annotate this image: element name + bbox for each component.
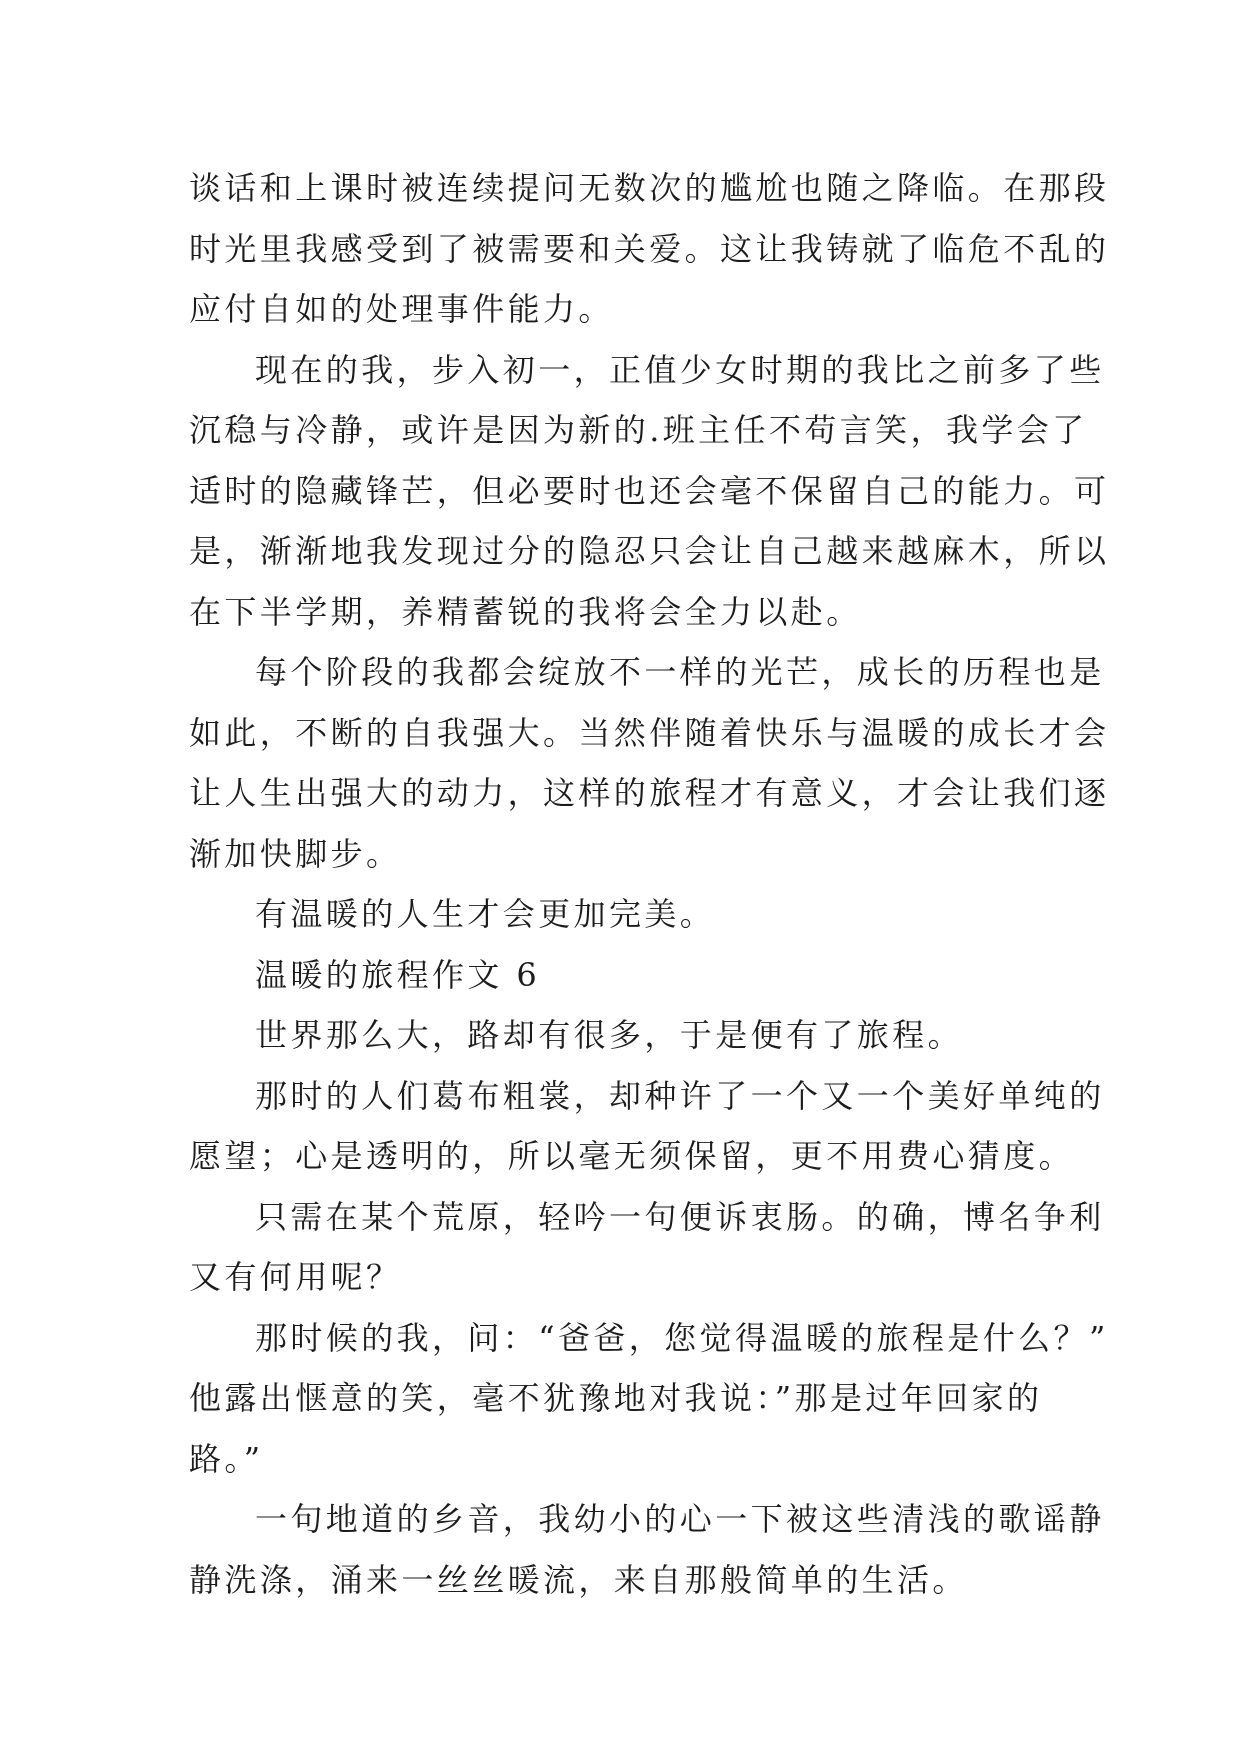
text-line: 世界那么大，路却有很多，于是便有了旅程。 — [255, 1016, 964, 1054]
text-line: 那时的人们葛布粗裳，却种许了一个又一个美好单纯的 — [255, 1076, 1105, 1115]
text-line: 愿望；心是透明的，所以毫无须保留，更不用费心猜度。 — [189, 1137, 1075, 1175]
text-line: 在下半学期，养精蓄锐的我将会全力以赴。 — [189, 592, 862, 631]
text-line: 是，渐渐地我发现过分的隐忍只会让自己越来越麻木，所以 — [189, 532, 1110, 570]
text-line: 他露出惬意的笑，毫不犹豫地对我说：”那是过年回家的 — [189, 1379, 1043, 1417]
text-line: 温暖的旅程作文 6 — [255, 955, 541, 994]
text-line: 适时的隐藏锋芒，但必要时也还会毫不保留自己的能力。可 — [189, 471, 1110, 510]
text-line: 如此，不断的自我强大。当然伴随着快乐与温暖的成长才会 — [189, 713, 1110, 752]
text-line: 现在的我，步入初一，正值少女时期的我比之前多了些 — [255, 350, 1105, 389]
text-line: 一句地道的乡音，我幼小的心一下被这些清浅的歌谣静 — [255, 1500, 1105, 1538]
text-line: 每个阶段的我都会绽放不一样的光芒，成长的历程也是 — [255, 653, 1105, 691]
text-line: 那时候的我，问：“爸爸，您觉得温暖的旅程是什么？” — [255, 1318, 1109, 1357]
text-line: 路。” — [189, 1439, 264, 1478]
text-line: 只需在某个荒原，轻吟一句便诉衷肠。的确，博名争利 — [255, 1197, 1105, 1236]
text-line: 谈话和上课时被连续提问无数次的尴尬也随之降临。在那段 — [189, 169, 1110, 207]
text-line: 静洗涤，涌来一丝丝暖流，来自那般简单的生活。 — [189, 1560, 968, 1599]
text-line: 又有何用呢？ — [189, 1258, 402, 1296]
text-line: 沉稳与冷静，或许是因为新的.班主任不苟言笑，我学会了 — [189, 411, 1088, 449]
text-line: 时光里我感受到了被需要和关爱。这让我铸就了临危不乱的 — [189, 229, 1110, 268]
essay-text — [189, 158, 1110, 1610]
text-line: 让人生出强大的动力，这样的旅程才有意义，才会让我们逐 — [189, 774, 1110, 812]
text-line: 应付自如的处理事件能力。 — [189, 290, 614, 328]
text-line: 渐加快脚步。 — [189, 834, 402, 873]
text-line: 有温暖的人生才会更加完美。 — [255, 895, 716, 933]
